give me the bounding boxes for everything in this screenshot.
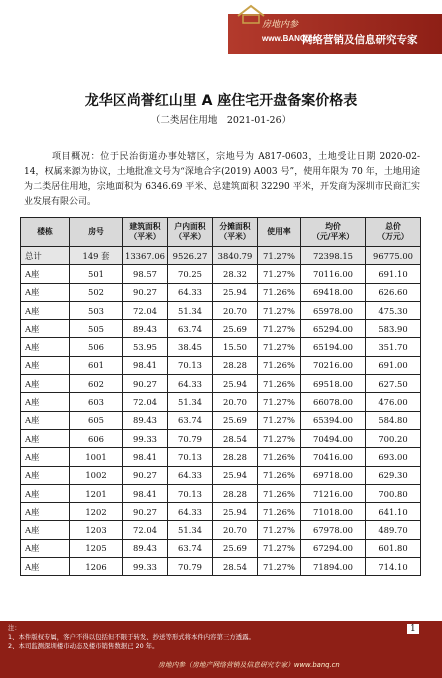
total-cell: 72398.15 xyxy=(301,247,366,265)
table-cell: 70216.00 xyxy=(301,356,366,374)
table-cell: 20.70 xyxy=(213,521,258,539)
table-cell: 351.70 xyxy=(366,338,421,356)
table-cell: 693.00 xyxy=(366,448,421,466)
table-cell: 1205 xyxy=(70,539,123,557)
table-cell: A座 xyxy=(21,356,70,374)
table-cell: 90.27 xyxy=(123,503,168,521)
table-cell: A座 xyxy=(21,301,70,319)
table-cell: 71.26% xyxy=(258,356,301,374)
table-cell: 72.04 xyxy=(123,393,168,411)
table-cell: 53.95 xyxy=(123,338,168,356)
table-cell: 25.94 xyxy=(213,503,258,521)
table-cell: 99.33 xyxy=(123,558,168,576)
table-cell: 65394.00 xyxy=(301,411,366,429)
table-cell: A座 xyxy=(21,521,70,539)
table-cell: 1002 xyxy=(70,466,123,484)
table-cell: 71.26% xyxy=(258,466,301,484)
page-number: 1 xyxy=(407,624,419,634)
table-cell: 70116.00 xyxy=(301,265,366,283)
table-cell: A座 xyxy=(21,429,70,447)
note-line: 1、本件版权专属，客户不得以包括但不限于转发、抄送等形式将本件内容第三方透露。 xyxy=(8,633,255,641)
table-cell: 71.27% xyxy=(258,320,301,338)
table-cell: 691.10 xyxy=(366,265,421,283)
table-cell: 71.27% xyxy=(258,539,301,557)
table-cell: 67294.00 xyxy=(301,539,366,557)
table-cell: 72.04 xyxy=(123,301,168,319)
table-cell: 98.41 xyxy=(123,484,168,502)
table-cell: A座 xyxy=(21,393,70,411)
table-cell: 90.27 xyxy=(123,466,168,484)
table-cell: A座 xyxy=(21,320,70,338)
table-cell: 1001 xyxy=(70,448,123,466)
table-cell: 70494.00 xyxy=(301,429,366,447)
table-row xyxy=(21,320,421,338)
table-cell: A座 xyxy=(21,503,70,521)
table-cell: 502 xyxy=(70,283,123,301)
table-cell: 25.69 xyxy=(213,539,258,557)
header-banner xyxy=(0,0,442,60)
col-header-gross-area: 建筑面积 （平米） xyxy=(123,218,168,247)
col-header-total-price: 总价 （万元） xyxy=(366,218,421,247)
table-cell: 70.13 xyxy=(168,448,213,466)
total-cell: 总计 xyxy=(21,247,70,265)
table-row xyxy=(21,411,421,429)
table-cell: 51.34 xyxy=(168,393,213,411)
table-cell: 51.34 xyxy=(168,521,213,539)
table-cell: 25.69 xyxy=(213,320,258,338)
table-cell: 70.13 xyxy=(168,356,213,374)
table-cell: 64.33 xyxy=(168,466,213,484)
table-cell: 1201 xyxy=(70,484,123,502)
table-cell: 71.27% xyxy=(258,521,301,539)
table-cell: A座 xyxy=(21,265,70,283)
table-cell: 64.33 xyxy=(168,375,213,393)
table-cell: 700.80 xyxy=(366,484,421,502)
table-cell: 503 xyxy=(70,301,123,319)
col-header-room: 房号 xyxy=(70,218,123,247)
table-cell: 489.70 xyxy=(366,521,421,539)
table-row xyxy=(21,429,421,447)
table-cell: 72.04 xyxy=(123,521,168,539)
table-cell: 501 xyxy=(70,265,123,283)
table-cell: 89.43 xyxy=(123,411,168,429)
table-cell: 63.74 xyxy=(168,411,213,429)
table-cell: 475.30 xyxy=(366,301,421,319)
table-cell: 71.27% xyxy=(258,393,301,411)
total-cell: 13367.06 xyxy=(123,247,168,265)
table-row xyxy=(21,393,421,411)
project-overview: 项目概况：位于民治街道办事处辖区，宗地号为 A817-0603，土地受让日期 2020-02-14，权属来源为协议，土地批准文号为“深地合字(2019) A003 号”，使用年限为 70 年，土地用途为二类居住用地，宗地面积为 6346.69 平米、总建筑面积 32290 平米，开发商为深圳市民商汇实业发展有限公司。 xyxy=(24,152,420,207)
table-cell: 63.74 xyxy=(168,539,213,557)
total-row xyxy=(21,247,421,265)
page-title: 龙华区尚誉红山里 A 座住宅开盘备案价格表 xyxy=(84,93,358,109)
table-cell: 506 xyxy=(70,338,123,356)
table-cell: 63.74 xyxy=(168,320,213,338)
table-cell: 70.25 xyxy=(168,265,213,283)
table-cell: 601.80 xyxy=(366,539,421,557)
table-cell: 641.10 xyxy=(366,503,421,521)
table-cell: 99.33 xyxy=(123,429,168,447)
table-row xyxy=(21,558,421,576)
table-cell: 71.26% xyxy=(258,283,301,301)
table-cell: 626.60 xyxy=(366,283,421,301)
table-cell: A座 xyxy=(21,338,70,356)
table-row xyxy=(21,466,421,484)
note-line: 2、本司监测深圳楼市动态及楼市销售数据已 20 年。 xyxy=(8,642,159,650)
table-cell: 69718.00 xyxy=(301,466,366,484)
table-row xyxy=(21,301,421,319)
table-cell: 65978.00 xyxy=(301,301,366,319)
table-cell: A座 xyxy=(21,466,70,484)
table-cell: 65294.00 xyxy=(301,320,366,338)
table-cell: A座 xyxy=(21,484,70,502)
table-header-row xyxy=(21,218,421,247)
table-cell: 89.43 xyxy=(123,320,168,338)
table-cell: 476.00 xyxy=(366,393,421,411)
table-cell: 65194.00 xyxy=(301,338,366,356)
table-cell: 20.70 xyxy=(213,301,258,319)
table-cell: 71.27% xyxy=(258,558,301,576)
total-cell: 71.27% xyxy=(258,247,301,265)
table-cell: 1202 xyxy=(70,503,123,521)
table-cell: 66078.00 xyxy=(301,393,366,411)
table-row xyxy=(21,356,421,374)
table-cell: 69418.00 xyxy=(301,283,366,301)
table-cell: 627.50 xyxy=(366,375,421,393)
table-row xyxy=(21,265,421,283)
table-cell: 583.90 xyxy=(366,320,421,338)
table-cell: 606 xyxy=(70,429,123,447)
table-cell: 25.69 xyxy=(213,411,258,429)
table-cell: 71.27% xyxy=(258,411,301,429)
brand-url[interactable]: www.BANQ.cn xyxy=(262,34,318,43)
page-subtitle: （二类居住用地 2021-01-26） xyxy=(150,115,292,126)
total-cell: 149 套 xyxy=(70,247,123,265)
table-cell: 629.30 xyxy=(366,466,421,484)
table-cell: 28.28 xyxy=(213,356,258,374)
table-cell: 64.33 xyxy=(168,283,213,301)
col-header-building: 楼栋 xyxy=(21,218,70,247)
col-header-avg-price: 均价 （元/平米） xyxy=(301,218,366,247)
col-header-net-area: 户内面积 （平米） xyxy=(168,218,213,247)
table-cell: 70.79 xyxy=(168,558,213,576)
table-cell: A座 xyxy=(21,411,70,429)
table-row xyxy=(21,484,421,502)
table-cell: 71.26% xyxy=(258,503,301,521)
table-cell: 38.45 xyxy=(168,338,213,356)
table-cell: 25.94 xyxy=(213,283,258,301)
table-cell: 70416.00 xyxy=(301,448,366,466)
total-cell: 9526.27 xyxy=(168,247,213,265)
footer-notes xyxy=(8,624,398,651)
table-cell: 71.26% xyxy=(258,448,301,466)
table-cell: A座 xyxy=(21,375,70,393)
table-cell: 71.27% xyxy=(258,338,301,356)
table-cell: 25.94 xyxy=(213,466,258,484)
table-cell: 602 xyxy=(70,375,123,393)
table-row xyxy=(21,539,421,557)
table-cell: A座 xyxy=(21,448,70,466)
table-cell: 691.00 xyxy=(366,356,421,374)
table-cell: 64.33 xyxy=(168,503,213,521)
table-cell: 67978.00 xyxy=(301,521,366,539)
table-cell: 98.41 xyxy=(123,356,168,374)
table-cell: A座 xyxy=(21,283,70,301)
table-cell: 1206 xyxy=(70,558,123,576)
table-cell: 90.27 xyxy=(123,283,168,301)
table-cell: 70.13 xyxy=(168,484,213,502)
note-line: 注： xyxy=(8,624,21,632)
table-row xyxy=(21,503,421,521)
table-cell: 89.43 xyxy=(123,539,168,557)
table-cell: 603 xyxy=(70,393,123,411)
table-cell: 605 xyxy=(70,411,123,429)
table-cell: 90.27 xyxy=(123,375,168,393)
table-cell: 71894.00 xyxy=(301,558,366,576)
table-cell: 70.79 xyxy=(168,429,213,447)
table-row xyxy=(21,375,421,393)
table-cell: 71.26% xyxy=(258,484,301,502)
table-cell: 700.20 xyxy=(366,429,421,447)
total-cell: 3840.79 xyxy=(213,247,258,265)
table-cell: A座 xyxy=(21,558,70,576)
table-row xyxy=(21,521,421,539)
table-cell: 71.27% xyxy=(258,265,301,283)
table-cell: 28.28 xyxy=(213,484,258,502)
footer-brand: 房地内参（房地产网络营销及信息研究专家）www.banq.cn xyxy=(158,661,340,669)
table-cell: 71018.00 xyxy=(301,503,366,521)
brand-name: 房地内参 xyxy=(262,20,299,30)
table-row xyxy=(21,448,421,466)
table-cell: 28.54 xyxy=(213,558,258,576)
table-cell: A座 xyxy=(21,539,70,557)
table-row xyxy=(21,283,421,301)
table-cell: 601 xyxy=(70,356,123,374)
table-cell: 505 xyxy=(70,320,123,338)
table-cell: 71.27% xyxy=(258,429,301,447)
table-cell: 1203 xyxy=(70,521,123,539)
table-cell: 71.26% xyxy=(258,375,301,393)
table-cell: 584.80 xyxy=(366,411,421,429)
col-header-shared-area: 分摊面积 （平米） xyxy=(213,218,258,247)
table-cell: 28.28 xyxy=(213,448,258,466)
table-cell: 71216.00 xyxy=(301,484,366,502)
table-cell: 15.50 xyxy=(213,338,258,356)
table-row xyxy=(21,338,421,356)
price-table xyxy=(20,217,421,576)
table-cell: 98.57 xyxy=(123,265,168,283)
total-cell: 96775.00 xyxy=(366,247,421,265)
table-cell: 71.27% xyxy=(258,301,301,319)
col-header-usage-rate: 使用率 xyxy=(258,218,301,247)
table-cell: 20.70 xyxy=(213,393,258,411)
brand-tagline: 网络营销及信息研究专家 xyxy=(302,34,418,46)
table-cell: 714.10 xyxy=(366,558,421,576)
table-cell: 25.94 xyxy=(213,375,258,393)
table-cell: 28.54 xyxy=(213,429,258,447)
table-cell: 69518.00 xyxy=(301,375,366,393)
table-cell: 51.34 xyxy=(168,301,213,319)
table-cell: 98.41 xyxy=(123,448,168,466)
table-cell: 28.32 xyxy=(213,265,258,283)
